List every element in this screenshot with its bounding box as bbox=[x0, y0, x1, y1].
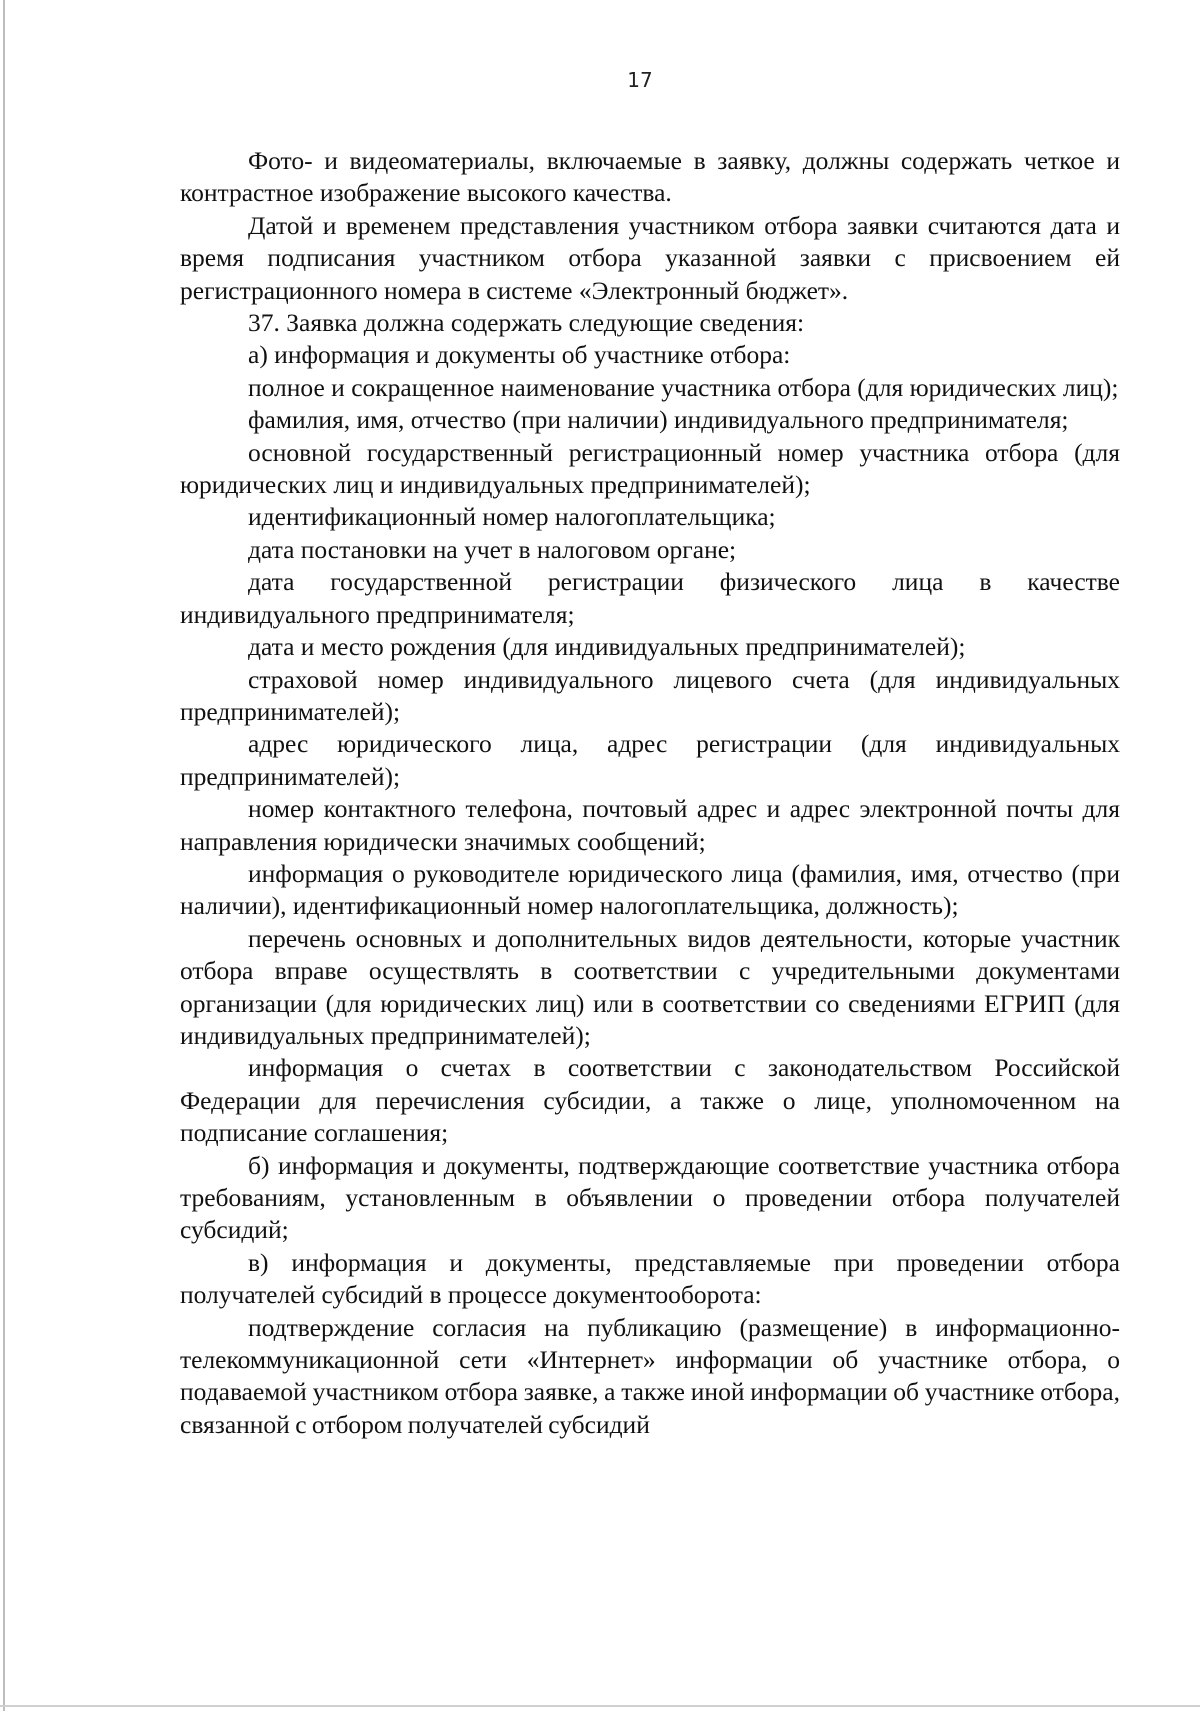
scan-edge-bottom bbox=[0, 1705, 1200, 1707]
document-body bbox=[180, 145, 1120, 1441]
paragraph: дата и место рождения (для индивидуальных предпринимателей); bbox=[248, 632, 966, 662]
paragraph: информация о счетах в соответствии с законодательством Российской Федерации для перечисления субсидии, а также о лице, уполномоченном на подписание соглашения; bbox=[180, 1053, 1120, 1148]
paragraph: подтверждение согласия на публикацию (размещение) в информационно-телекоммуникационной сети «Интернет» информации об участнике отбора, о подаваемой участником отбора заявке, а также иной информации об участнике отбора, связанной с отбором получателей субсидий bbox=[180, 1312, 1120, 1439]
paragraph: идентификационный номер налогоплательщика; bbox=[248, 502, 776, 532]
paragraph: а) информация и документы об участнике отбора: bbox=[248, 340, 791, 370]
paragraph: адрес юридического лица, адрес регистрации (для индивидуальных предпринимателей); bbox=[180, 729, 1120, 791]
paragraph: дата государственной регистрации физического лица в качестве индивидуального предпринимателя; bbox=[180, 567, 1120, 629]
paragraph: дата постановки на учет в налоговом органе; bbox=[248, 534, 737, 564]
paragraph: основной государственный регистрационный номер участника отбора (для юридических лиц и индивидуальных предпринимателей); bbox=[180, 437, 1120, 500]
paragraph: фамилия, имя, отчество (при наличии) индивидуального предпринимателя; bbox=[248, 405, 1069, 435]
paragraph: страховой номер индивидуального лицевого счета (для индивидуальных предпринимателей); bbox=[180, 664, 1120, 726]
paragraph: информация о руководителе юридического лица (фамилия, имя, отчество (при наличии), идентификационный номер налогоплательщика, должность); bbox=[180, 858, 1120, 921]
paragraph: в) информация и документы, представляемые при проведении отбора получателей субсидий в процессе документооборота: bbox=[180, 1247, 1120, 1310]
paragraph: Фото- и видеоматериалы, включаемые в заявку, должны содержать четкое и контрастное изображение высокого качества. bbox=[180, 146, 1120, 208]
paragraph: полное и сокращенное наименование участника отбора (для юридических лиц); bbox=[248, 372, 1119, 402]
paragraph: перечень основных и дополнительных видов деятельности, которые участник отбора вправе осуществлять в соответствии с учредительными документами организации (для юридических лиц) или в соответствии со сведениями ЕГРИП (для индивидуальных предпринимателей); bbox=[180, 923, 1120, 1050]
page-number: 17 bbox=[627, 68, 653, 92]
paragraph: номер контактного телефона, почтовый адрес и адрес электронной почты для направления юридически значимых сообщений; bbox=[180, 794, 1120, 856]
paragraph: Датой и временем представления участником отбора заявки считаются дата и время подписания участником отбора указанной заявки с присвоением ей регистрационного номера в системе «Электронный бюджет». bbox=[180, 210, 1120, 305]
paragraph: 37. Заявка должна содержать следующие сведения: bbox=[248, 308, 805, 338]
scan-edge-left bbox=[3, 0, 5, 1711]
paragraph: б) информация и документы, подтверждающие соответствие участника отбора требованиям, установленным в объявлении о проведении отбора получателей субсидий; bbox=[180, 1150, 1120, 1245]
